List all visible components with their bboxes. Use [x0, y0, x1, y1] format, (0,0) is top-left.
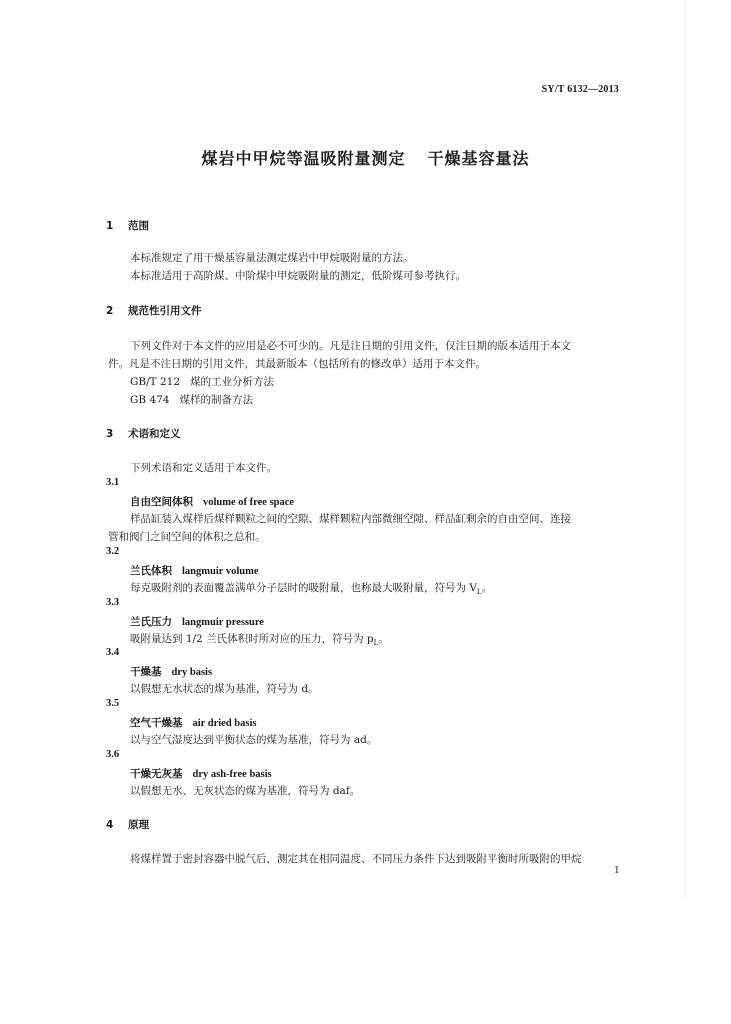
- term-definition: [130, 631, 389, 647]
- term-chinese: 干燥无灰基: [130, 768, 183, 780]
- term-english: volume of free space: [203, 497, 295, 508]
- term-definition-continued: 管和阀门之间空间的体积之总和。: [108, 531, 266, 543]
- term-english: dry basis: [171, 667, 213, 678]
- section-heading-principle: [106, 817, 149, 832]
- clause-number: 3.5: [106, 698, 120, 709]
- terms-intro: 下列术语和定义适用于本文件。: [130, 462, 277, 474]
- definition-text: 吸附量达到 1/2 兰氏体积时所对应的压力，符号为 p: [130, 633, 374, 645]
- title-part-2: 干燥基容量法: [427, 149, 530, 168]
- refs-paragraph-line-1: 下列文件对于本文件的应用是必不可少的。凡是注日期的引用文件，仅注日期的版本适用于本文: [130, 340, 571, 352]
- standard-code: SY/T 6132—2013: [541, 84, 619, 95]
- reference-title: 煤的工业分析方法: [190, 376, 275, 388]
- definition-tail: 。: [378, 633, 389, 645]
- definition-text: 每克吸附剂的表面覆盖满单分子层时的吸附量，也称最大吸附量，符号为 V: [130, 582, 477, 594]
- reference-item: [130, 392, 253, 407]
- section-number: 1: [106, 220, 114, 232]
- term-chinese: 干燥基: [130, 666, 162, 678]
- page-edge-shadow: [684, 0, 686, 900]
- term-english: langmuir volume: [182, 566, 259, 577]
- term-entry: [130, 494, 294, 509]
- clause-number: 3.3: [106, 597, 120, 608]
- reference-item: [130, 374, 274, 389]
- symbol-subscript: L: [373, 639, 379, 648]
- term-english: langmuir pressure: [182, 617, 264, 628]
- term-definition: 样品缸装入煤样后煤样颗粒之间的空隙、煤样颗粒内部微细空隙、样品缸剩余的自由空间、连接: [130, 513, 571, 525]
- title-part-1: 煤岩中甲烷等温吸附量测定: [201, 149, 406, 168]
- refs-paragraph-line-2: 件。凡是不注日期的引用文件，其最新版本（包括所有的修改单）适用于本文件。: [108, 358, 486, 370]
- clause-number: 3.6: [106, 749, 120, 760]
- scope-paragraph-2: 本标准适用于高阶煤、中阶煤中甲烷吸附量的测定，低阶煤可参考执行。: [130, 270, 466, 282]
- term-entry: [130, 614, 264, 629]
- section-heading-refs: [106, 303, 202, 318]
- term-chinese: 兰氏压力: [130, 616, 172, 628]
- section-heading-scope: [106, 218, 149, 233]
- clause-number: 3.1: [106, 477, 120, 488]
- scope-paragraph-1: 本标准规定了用干燥基容量法测定煤岩中甲烷吸附量的方法。: [130, 252, 414, 264]
- clause-number: 3.2: [106, 546, 120, 557]
- term-chinese: 空气干燥基: [130, 717, 183, 729]
- reference-title: 煤样的制备方法: [179, 394, 253, 406]
- document-title: [0, 146, 731, 169]
- section-title: 范围: [128, 220, 149, 232]
- section-title: 术语和定义: [128, 428, 181, 440]
- reference-code: GB/T 212: [130, 376, 181, 388]
- clause-number: 3.4: [106, 647, 120, 658]
- page-number: 1: [614, 866, 620, 876]
- term-chinese: 兰氏体积: [130, 565, 172, 577]
- term-definition: [130, 580, 492, 596]
- section-title: 规范性引用文件: [128, 305, 202, 317]
- section-number: 3: [106, 428, 114, 440]
- symbol-subscript: L: [476, 588, 482, 597]
- term-definition: 以假想无水、无灰状态的煤为基准，符号为 daf。: [130, 785, 361, 797]
- section-number: 4: [106, 819, 114, 831]
- term-entry: [130, 563, 259, 578]
- term-entry: [130, 766, 272, 781]
- term-definition: 以与空气湿度达到平衡状态的煤为基准，符号为 ad。: [130, 734, 378, 746]
- term-english: air dried basis: [192, 718, 257, 729]
- term-entry: [130, 715, 256, 730]
- section-number: 2: [106, 305, 114, 317]
- principle-paragraph: 将煤样置于密封容器中脱气后，测定其在相同温度、不同压力条件下达到吸附平衡时所吸附的甲烷: [130, 853, 582, 865]
- term-chinese: 自由空间体积: [130, 496, 193, 508]
- reference-code: GB 474: [130, 394, 170, 406]
- term-entry: [130, 664, 212, 679]
- section-title: 原理: [128, 819, 149, 831]
- definition-tail: 。: [481, 582, 493, 594]
- term-english: dry ash-free basis: [192, 769, 272, 780]
- term-definition: 以假想无水状态的煤为基准，符号为 d。: [130, 683, 319, 695]
- section-heading-terms: [106, 426, 181, 441]
